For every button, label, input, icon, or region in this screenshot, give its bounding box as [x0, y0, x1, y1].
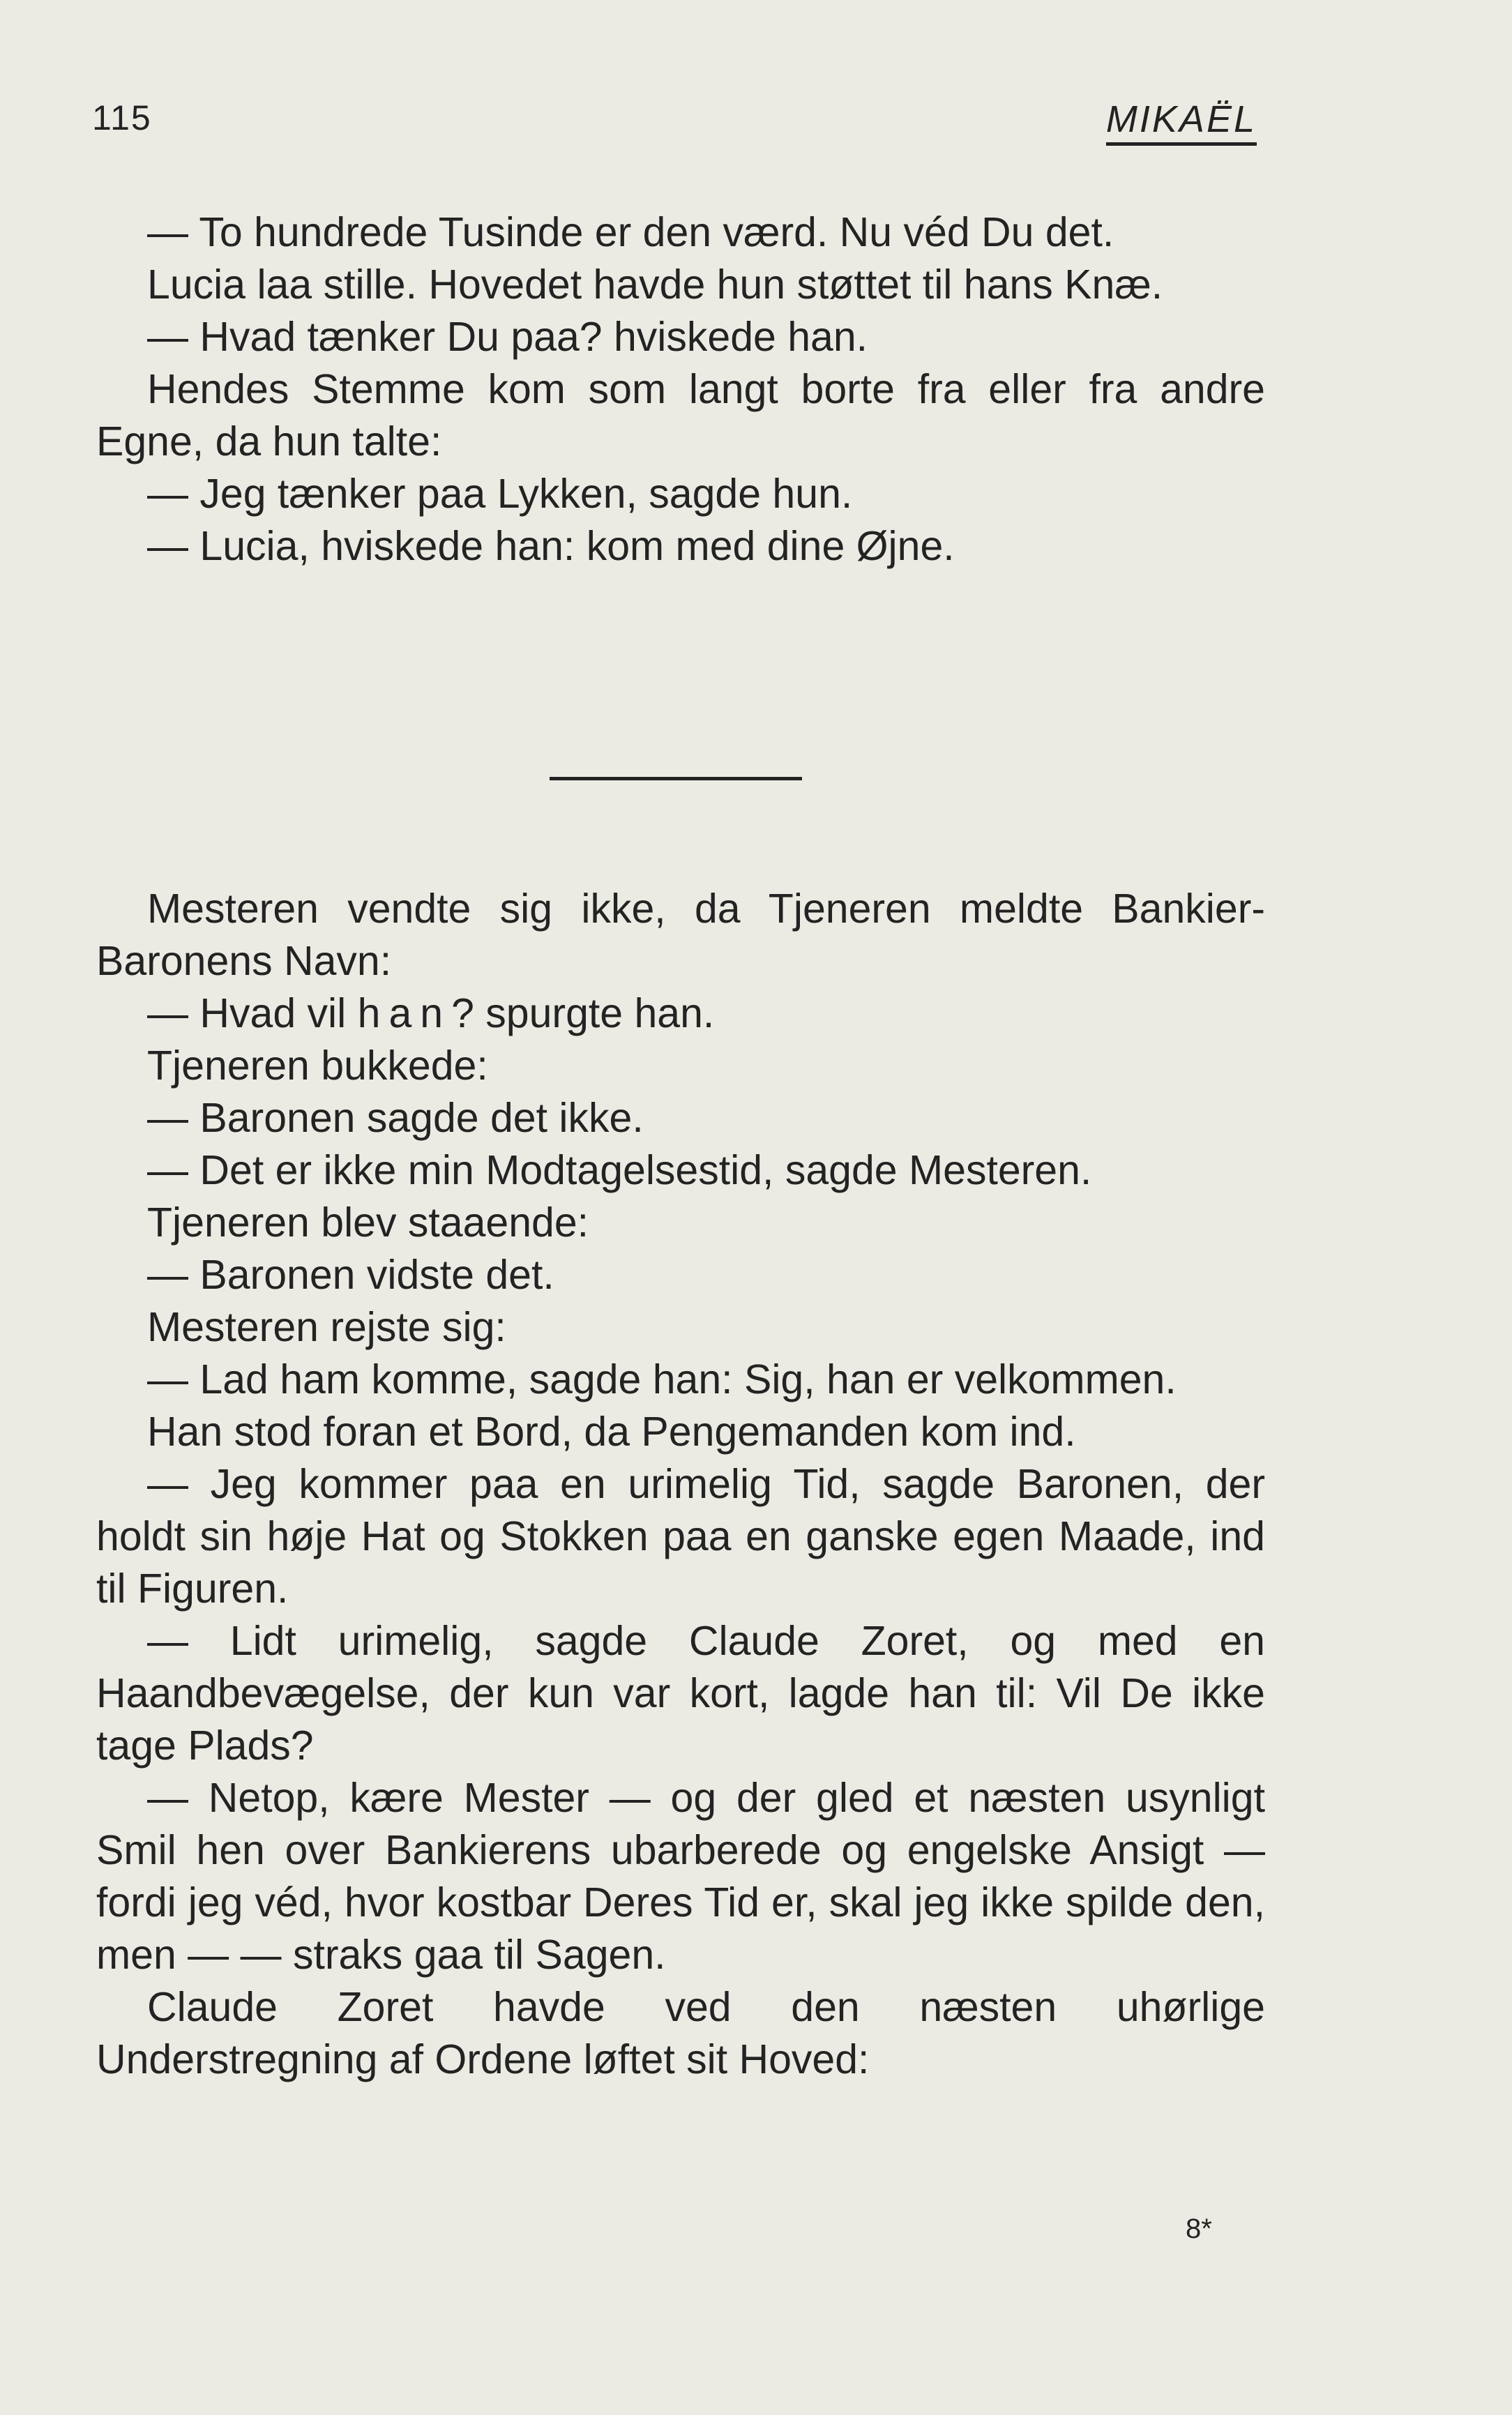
text-block-two	[96, 883, 1265, 2086]
signature-mark: 8*	[1186, 2213, 1212, 2244]
paragraph: Tjeneren blev staaende:	[147, 1199, 589, 1246]
paragraph: — Baronen sagde det ikke.	[147, 1095, 644, 1141]
running-title: MIKAËL	[1106, 98, 1257, 146]
paragraph: — To hundrede Tusinde er den værd. Nu véd Du det.	[147, 209, 1114, 255]
paragraph: — Baronen vidste det.	[147, 1252, 554, 1298]
paragraph: — Det er ikke min Modtagelsestid, sagde Mesteren.	[147, 1147, 1092, 1193]
paragraph: Claude Zoret havde ved den næsten uhørlige Understregning af Ordene løftet sit Hoved:	[96, 1984, 1265, 2082]
paragraph: Hendes Stemme kom som langt borte fra eller fra andre Egne, da hun talte:	[96, 366, 1265, 464]
paragraph: Mesteren rejste sig:	[147, 1304, 506, 1350]
paragraph: — Netop, kære Mester — og der gled et næsten usynligt Smil hen over Bankierens ubarberede og engelske Ansigt — fordi jeg véd, hvor kostbar Deres Tid er, skal jeg ikke spilde den, men — — straks gaa til Sagen.	[96, 1775, 1265, 1978]
paragraph: Lucia laa stille. Hovedet havde hun støttet til hans Knæ.	[147, 262, 1163, 308]
spaced-emphasis: han	[357, 990, 452, 1036]
paragraph: — Jeg tænker paa Lykken, sagde hun.	[147, 471, 853, 517]
paragraph: — Lidt urimelig, sagde Claude Zoret, og med en Haandbevægelse, der kun var kort, lagde han til: Vil De ikke tage Plads?	[96, 1618, 1265, 1769]
paragraph: Tjeneren bukkede:	[147, 1043, 488, 1089]
paragraph-text: ? spurgte han.	[451, 990, 715, 1036]
paragraph: Mesteren vendte sig ikke, da Tjeneren meldte Bankier-Baronens Navn:	[96, 886, 1265, 984]
section-divider	[550, 777, 802, 780]
paragraph: — Jeg kommer paa en urimelig Tid, sagde Baronen, der holdt sin høje Hat og Stokken paa en ganske egen Maade, ind til Figuren.	[96, 1461, 1265, 1612]
paragraph-text: — Hvad vil	[147, 990, 358, 1036]
paragraph: — Hvad tænker Du paa? hviskede han.	[147, 314, 868, 360]
page-number: 115	[92, 98, 152, 137]
paragraph: — Lucia, hviskede han: kom med dine Øjne.	[147, 523, 955, 569]
paragraph: — Lad ham komme, sagde han: Sig, han er velkommen.	[147, 1356, 1177, 1402]
paragraph	[96, 987, 1265, 1040]
paragraph: Han stod foran et Bord, da Pengemanden kom ind.	[147, 1409, 1076, 1455]
text-block-one	[96, 206, 1265, 573]
